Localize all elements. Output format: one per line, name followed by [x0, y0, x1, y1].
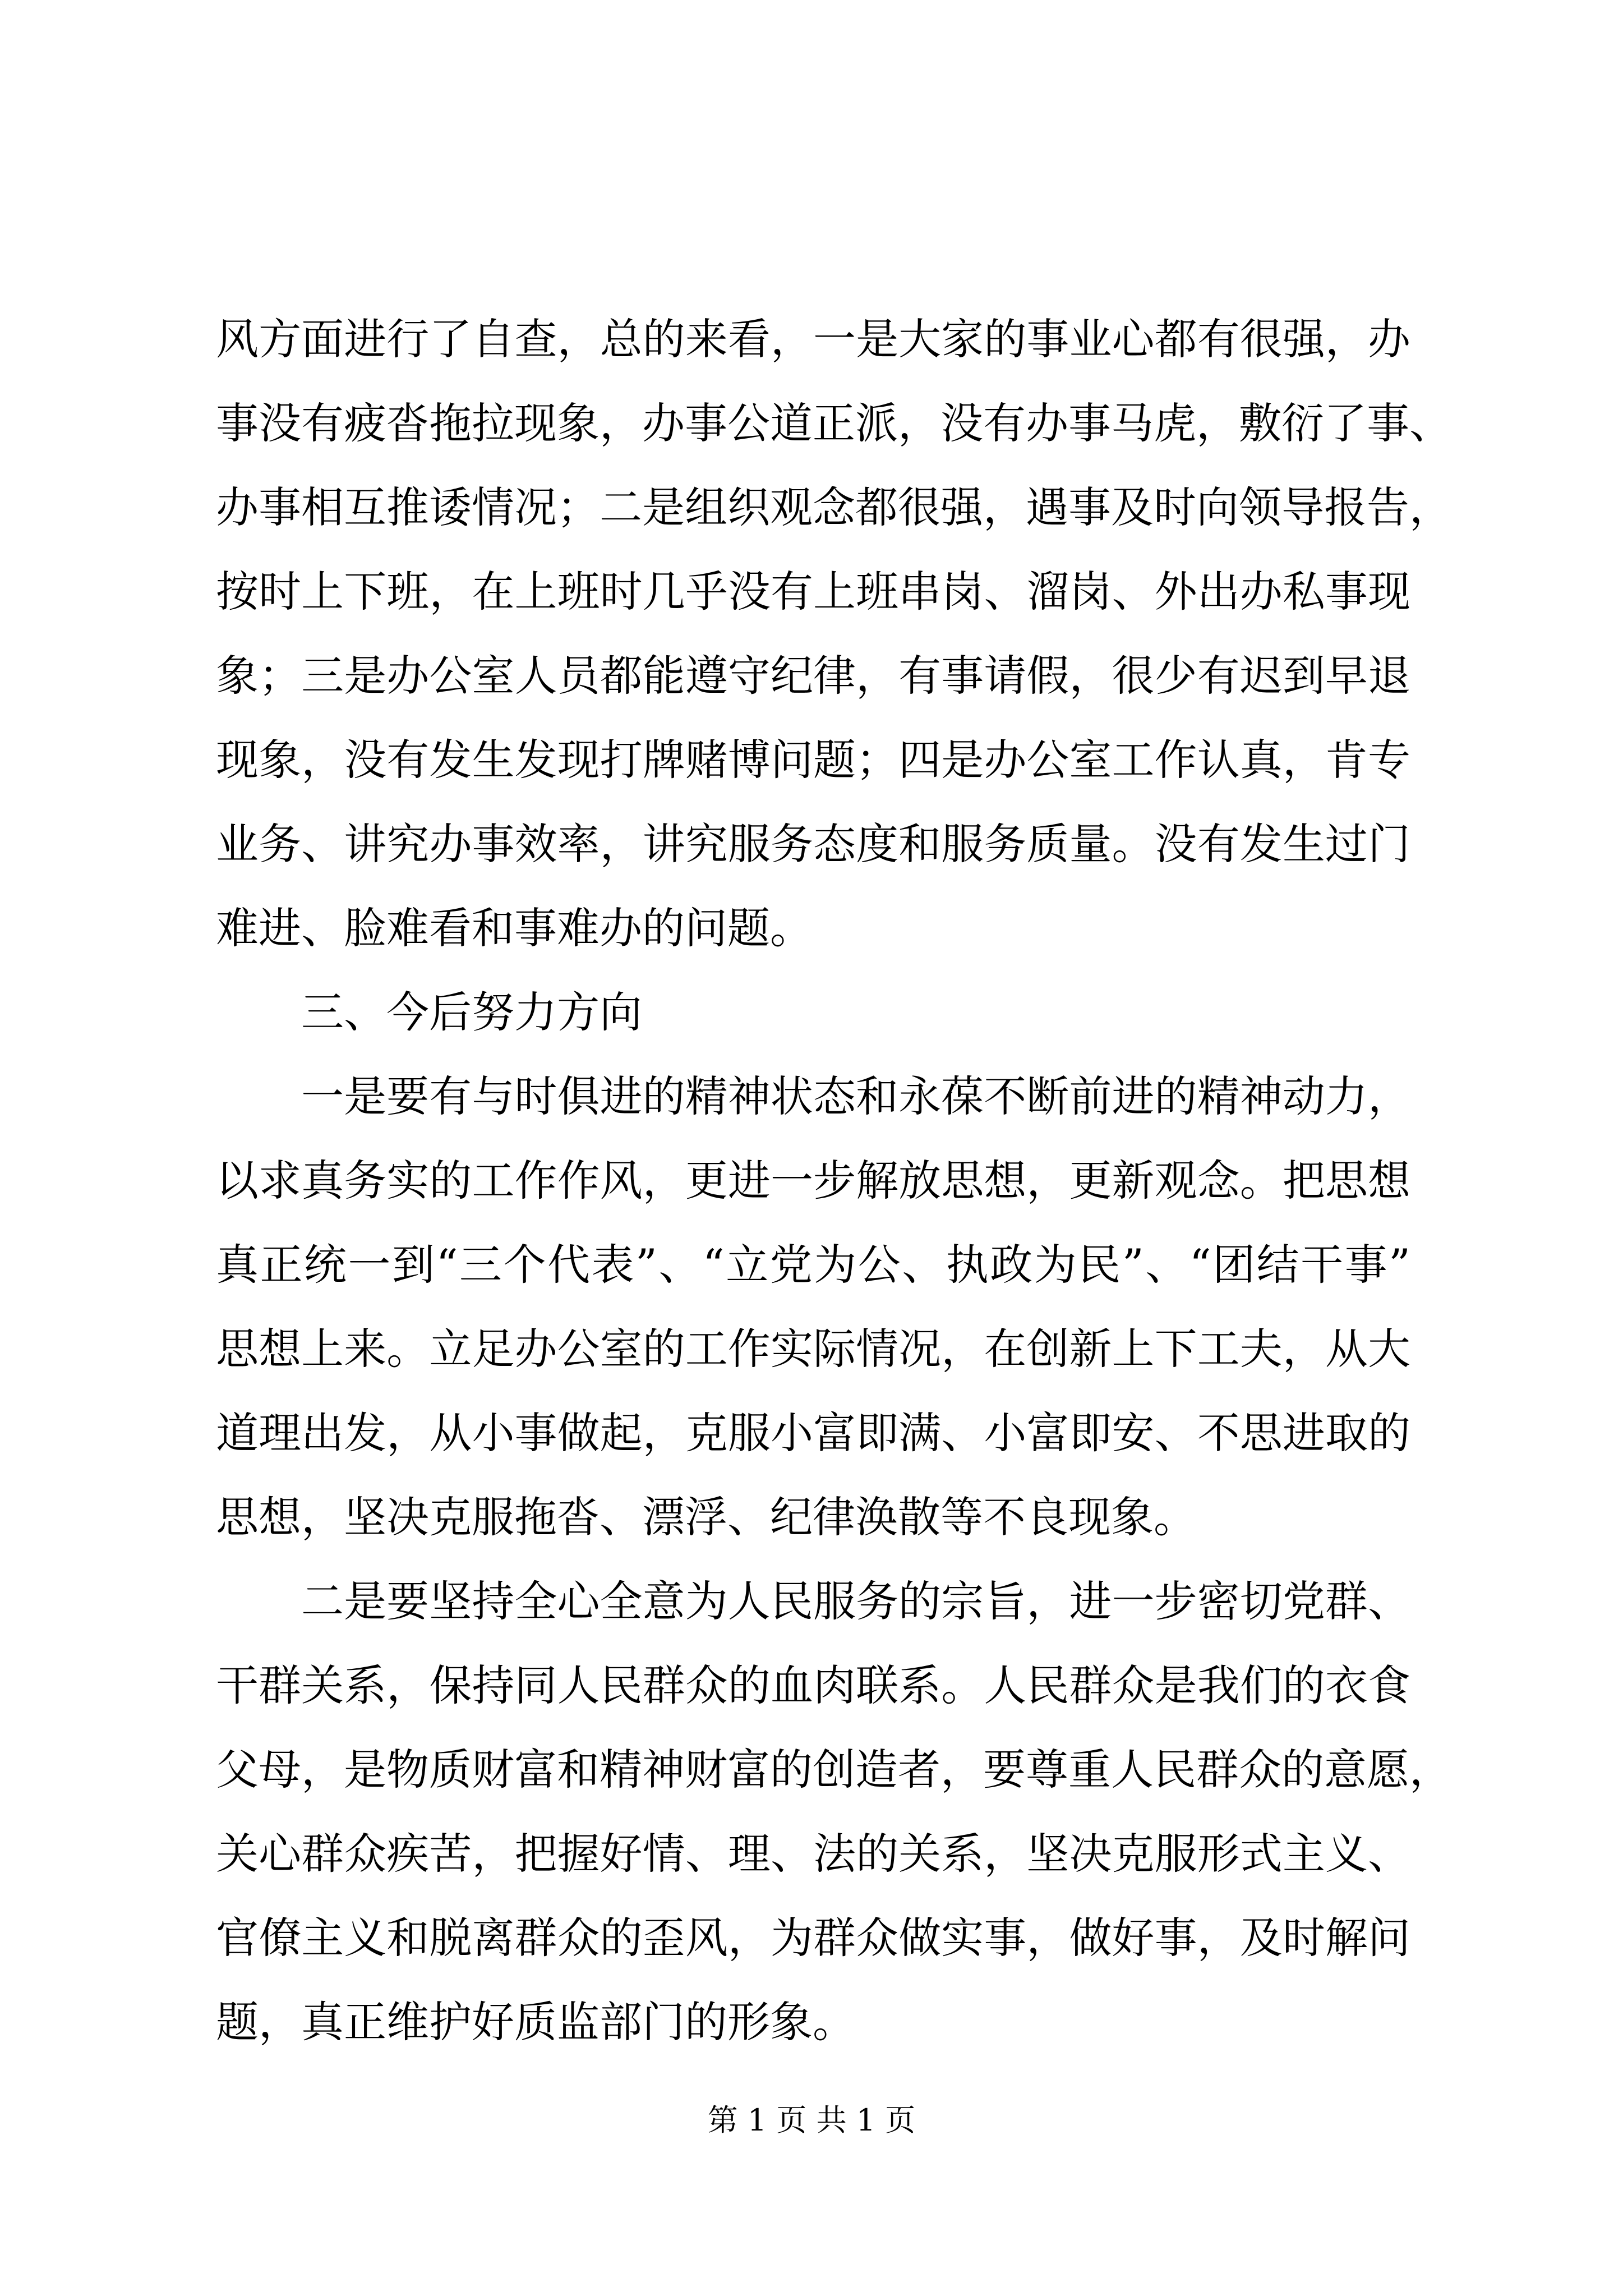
text-line: 事没有疲沓拖拉现象，办事公道正派，没有办事马虎，敷衍了事、: [216, 398, 1452, 448]
document-body: [216, 297, 1452, 2064]
text-line: 以求真务实的工作作风，更进一步解放思想，更新观念。把思想: [216, 1156, 1410, 1205]
text-line: 关心群众疾苦，把握好情、理、法的关系，坚决克服形式主义、: [216, 1829, 1410, 1879]
text-line: 难进、脸难看和事难办的问题。: [216, 903, 813, 953]
text-line: 二是要坚持全心全意为人民服务的宗旨，进一步密切党群、: [301, 1576, 1410, 1626]
text-line: 干群关系，保持同人民群众的血肉联系。人民群众是我们的衣食: [216, 1660, 1410, 1710]
text-line: 道理出发，从小事做起，克服小富即满、小富即安、不思进取的: [216, 1408, 1410, 1458]
text-line: 思想，坚决克服拖沓、漂浮、纪律涣散等不良现象。: [216, 1492, 1196, 1542]
text-line: 一是要有与时俱进的精神状态和永葆不断前进的精神动力，: [301, 1071, 1410, 1121]
text-line: 真正统一到“三个代表”、“立党为公、执政为民”、“团结干事”: [216, 1240, 1410, 1290]
section-heading: 三、今后努力方向: [301, 987, 642, 1037]
text-line: 题，真正维护好质监部门的形象。: [216, 1997, 855, 2047]
text-line: 按时上下班，在上班时几乎没有上班串岗、溜岗、外出办私事现: [216, 567, 1410, 616]
text-line: 父母，是物质财富和精神财富的创造者，要尊重人民群众的意愿，: [216, 1745, 1452, 1795]
text-line: 风方面进行了自查，总的来看，一是大家的事业心都有很强，办: [216, 314, 1410, 364]
text-line: 现象，没有发生发现打牌赌博问题；四是办公室工作认真，肯专: [216, 735, 1410, 785]
text-line: 官僚主义和脱离群众的歪风，为群众做实事，做好事，及时解问: [216, 1913, 1410, 1963]
text-line: 办事相互推诿情况；二是组织观念都很强，遇事及时向领导报告，: [216, 482, 1452, 532]
text-line: 思想上来。立足办公室的工作实际情况，在创新上下工夫，从大: [216, 1324, 1410, 1374]
text-line: 象；三是办公室人员都能遵守纪律，有事请假，很少有迟到早退: [216, 651, 1410, 701]
text-line: 业务、讲究办事效率，讲究服务态度和服务质量。没有发生过门: [216, 819, 1410, 869]
page-footer: 第 1 页 共 1 页: [707, 2102, 916, 2138]
